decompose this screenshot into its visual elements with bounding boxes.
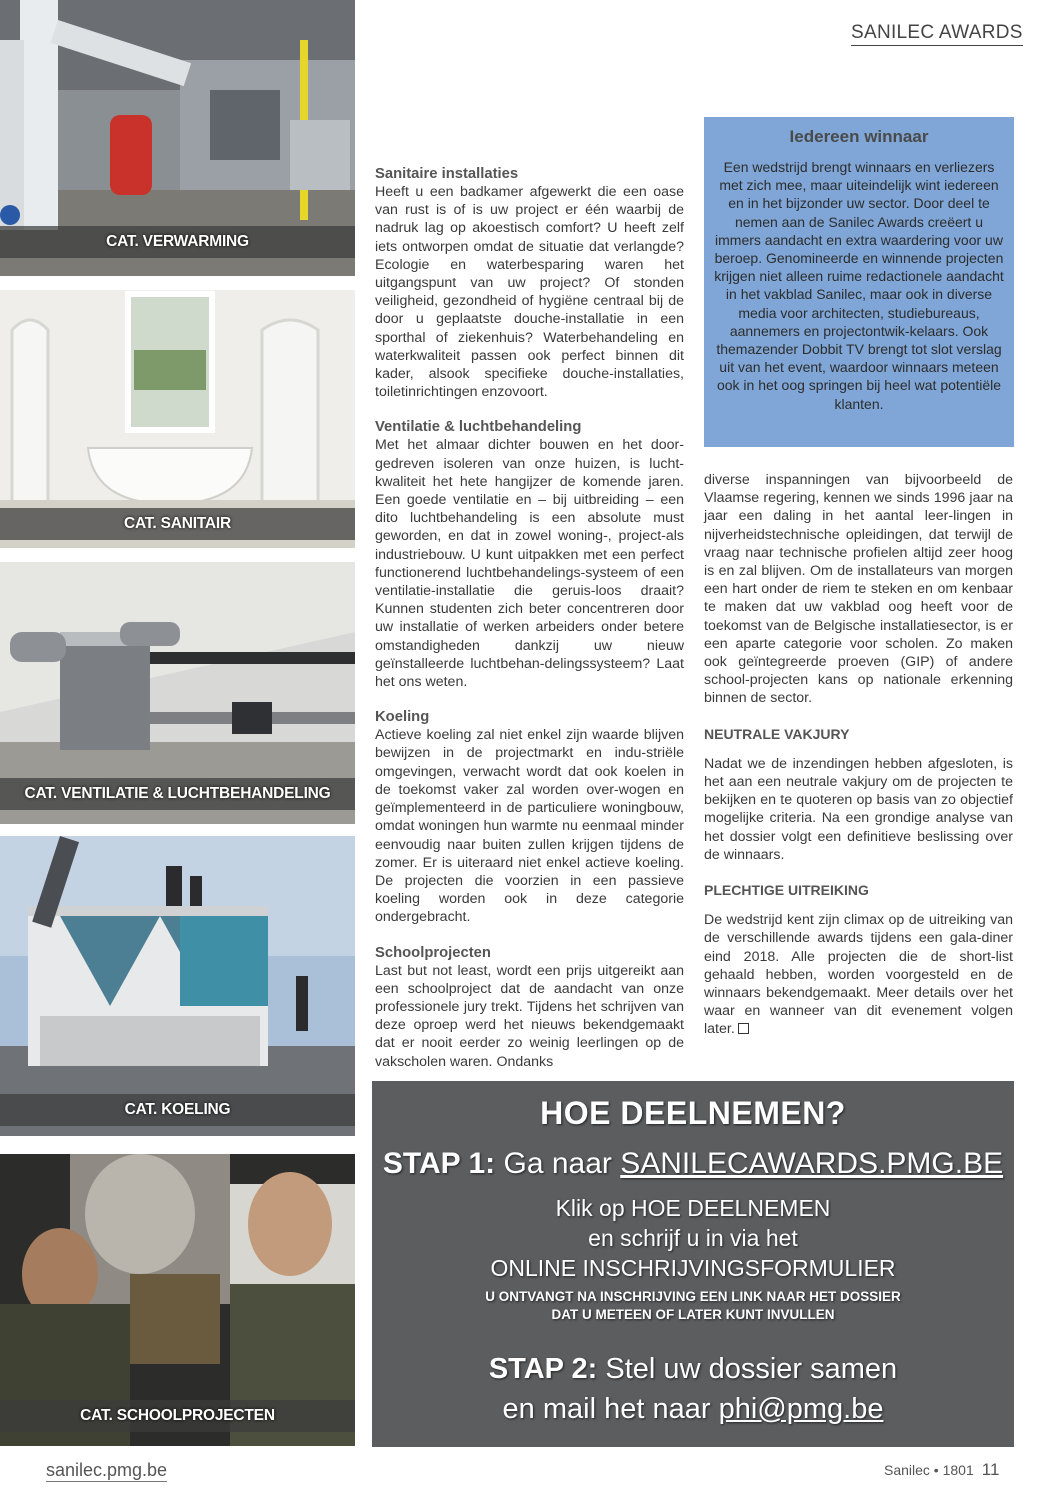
footer-website-link[interactable]: sanilec.pmg.be — [46, 1460, 168, 1480]
cta-line-3: ONLINE INSCHRIJVINGSFORMULIER — [490, 1255, 896, 1281]
photo-caption-verwarming: CAT. VERWARMING — [0, 226, 355, 258]
cta-step2 — [372, 1353, 1014, 1386]
photo-sanitair — [0, 290, 355, 548]
heading-sanitaire-installaties: Sanitaire installaties — [375, 166, 519, 182]
paragraph-plechtige-uitreiking-text: De wedstrijd kent zijn climax op de uitreiking van de verschillende awards tijdens een gala-diner eind 2018. Alle projecten die de short-list gehaald hebben, worden voorgesteld en de winnaars bekendgemaakt. Meer details over het waar en wanneer van dit evenement volgen later. — [704, 912, 1013, 1038]
cta-line-2: en schrijf u in via het — [588, 1225, 798, 1251]
cta-step1 — [372, 1147, 1014, 1181]
cta-step1-label: STAP 1: — [382, 1147, 496, 1180]
cta-box-hoe-deelnemen — [372, 1081, 1014, 1447]
paragraph-ventilatie: Met het almaar dichter bouwen en het door-gedreven isoleren van onze huizen, is lucht-kwaliteit het hete hangijzer de komende jaren. Een goede ventilatie en – bij uitbreiding – een dito luchtbehandeling is een absolute must geworden, en dat in zowel woning-, project-als industriebouw. U kunt uitpakken met een perfect functionerend luchtbehandelings-systeem of een ventilatie-installatie die geruis-loos draait? Kunnen studenten zich beter concentreren door uw installatie of werken arbeiders onder betere omstandigheden dankzij uw nieuw geïnstalleerde luchtbehan-delingssysteem? Laat het ons weten. — [375, 437, 684, 691]
paragraph-neutrale-vakjury: Nadat we de inzendingen hebben afgesloten, is het aan een neutrale vakjury om de projecten te bekijken en te quoteren op basis van zo objectief mogelijke criteria. Na een grondige analyse van het dossier volgt een definitieve beslissing over de winnaars. — [704, 755, 1013, 863]
cooling-unit-image — [0, 836, 355, 1136]
cta-line-1: Klik op HOE DEELNEMEN — [555, 1195, 831, 1221]
photo-ventilatie — [0, 562, 355, 824]
text-column-right — [704, 471, 1013, 1039]
paragraph-schoolprojecten: Last but not least, wordt een prijs uitgereikt aan een schoolproject dat de aandacht van onze professionele jury trekt. Tijdens het schrijven van deze oproep werd het nieuws bekendgemaakt dat er nooit eerder zo weinig leerlingen op de vakscholen waren. Ondanks — [375, 962, 684, 1070]
paragraph-koeling: Actieve koeling zal niet enkel zijn waarde blijven bewijzen in de projectmarkt en indu-striële omgevingen, verwacht wordt dat ook koelen in de toekomst vaker zal worden over-wogen en geïmplementeerd in de particuliere woningbouw, omdat woningen hun warmte nu eenmaal minder eenvoudig naar buiten zullen krijgen tijdens de zomer. Er is uiteraard niet enkel actieve koeling. De projecten die voorzien in een passieve koeling worden ook in deze categorie ondergebracht. — [375, 727, 684, 926]
section-header: SANILEC AWARDS — [851, 22, 1023, 46]
sidebar-box-iedereen-winnaar — [704, 117, 1014, 447]
heading-plechtige-uitreiking: PLECHTIGE UITREIKING — [704, 882, 869, 899]
paragraph-sanitaire-installaties: Heeft u een badkamer afgewerkt die een oase van rust is of is uw project er één waarbij de nadruk lag op akoestisch comfort? U heeft zelf iets ontworpen omdat de situatie dat verlangde? Ecologie en waterbesparing waren het uitgangspunt van uw project? Of stonden veiligheid, gezondheid of hygiëne centraal bij de door u geplaatste douche-installatie in een sporthal of ziekenhuis? Waterbehandeling en waterkwaliteit passen ook perfect binnen dit kader, alsook specifieke douche-installaties, toiletinrichtingen enzovoort. — [375, 184, 684, 401]
photo-caption-schoolprojecten: CAT. SCHOOLPROJECTEN — [0, 1400, 355, 1432]
heading-neutrale-vakjury: NEUTRALE VAKJURY — [704, 725, 850, 742]
heading-koeling: Koeling — [375, 709, 430, 726]
cta-note-2: DAT U METEEN OF LATER KUNT INVULLEN — [551, 1307, 835, 1322]
photo-verwarming — [0, 0, 355, 276]
cta-step2-line2 — [372, 1393, 1014, 1426]
photo-schoolprojecten — [0, 1154, 355, 1446]
paragraph-plechtige-uitreiking — [704, 911, 1013, 1038]
sidebar-box-text: Een wedstrijd brengt winnaars en verliezers met zich mee, maar uiteindelijk wint iedereen en in het bijzonder uw sector. Door deel te nemen aan de Sanilec Awards creëert u immers aandacht en extra waardering voor uw beroep. Genomineerde en winnende projecten krijgen niet alleen ruime redactionele aandacht in het vakblad Sanilec, maar ook in diverse media voor architecten, studiebureaus, aannemers en projectontwik-kelaars. Ook themazender Dobbit TV brengt tot slot verslag uit van het event, waardoor winnaars meteen ook in het oog springen bij heel wat potentiële klanten. — [714, 159, 1004, 412]
text-column-left — [375, 165, 684, 1088]
photo-caption-koeling: CAT. KOELING — [0, 1094, 355, 1126]
heading-schoolprojecten: Schoolprojecten — [375, 944, 491, 961]
cta-step1-link[interactable]: SANILECAWARDS.PMG.BE — [620, 1147, 1004, 1180]
cta-email-link[interactable]: phi@pmg.be — [718, 1393, 884, 1425]
paragraph-continued: diverse inspanningen van bijvoorbeeld de Vlaamse regering, kennen we sinds 1996 jaar na jaar een daling in het aantal leer-lingen in nijverheidstechnische opleidingen, dat terwijl de vraag naar technische profielen altijd zeer hoog is en zal blijven. Om de installateurs van morgen een hart onder de riem te steken en om kenbaar te maken dat uw vakblad oog heeft voor de toekomst van de Belgische installatiesector, is er een aparte categorie voor scholen. Zo maken ook geïntegreerde proeven (GIP) of andere school-projecten kans op nationale erkenning binnen de sector. — [704, 472, 1013, 707]
photo-koeling — [0, 836, 355, 1136]
footer-issue-text: Sanilec • 1801 — [884, 1462, 974, 1478]
photo-caption-sanitair: CAT. SANITAIR — [0, 508, 355, 540]
footer-page-number: 11 — [981, 1460, 1000, 1479]
photo-caption-ventilatie: CAT. VENTILATIE & LUCHTBEHANDELING — [0, 778, 355, 810]
cta-step2-text: Stel uw dossier samen — [605, 1353, 898, 1385]
cta-step2-mail-text: en mail het naar — [502, 1393, 711, 1425]
sidebar-box-title: Iedereen winnaar — [789, 127, 929, 146]
cta-step1-text: Ga naar — [503, 1147, 612, 1180]
end-mark-icon — [738, 1023, 749, 1034]
cta-note-1: U ONTVANGT NA INSCHRIJVING EEN LINK NAAR HET DOSSIER — [485, 1289, 901, 1304]
footer-issue — [884, 1460, 999, 1480]
cta-title: HOE DEELNEMEN? — [540, 1095, 846, 1131]
cta-step2-label: STAP 2: — [488, 1353, 598, 1385]
heading-ventilatie: Ventilatie & luchtbehandeling — [375, 419, 582, 436]
